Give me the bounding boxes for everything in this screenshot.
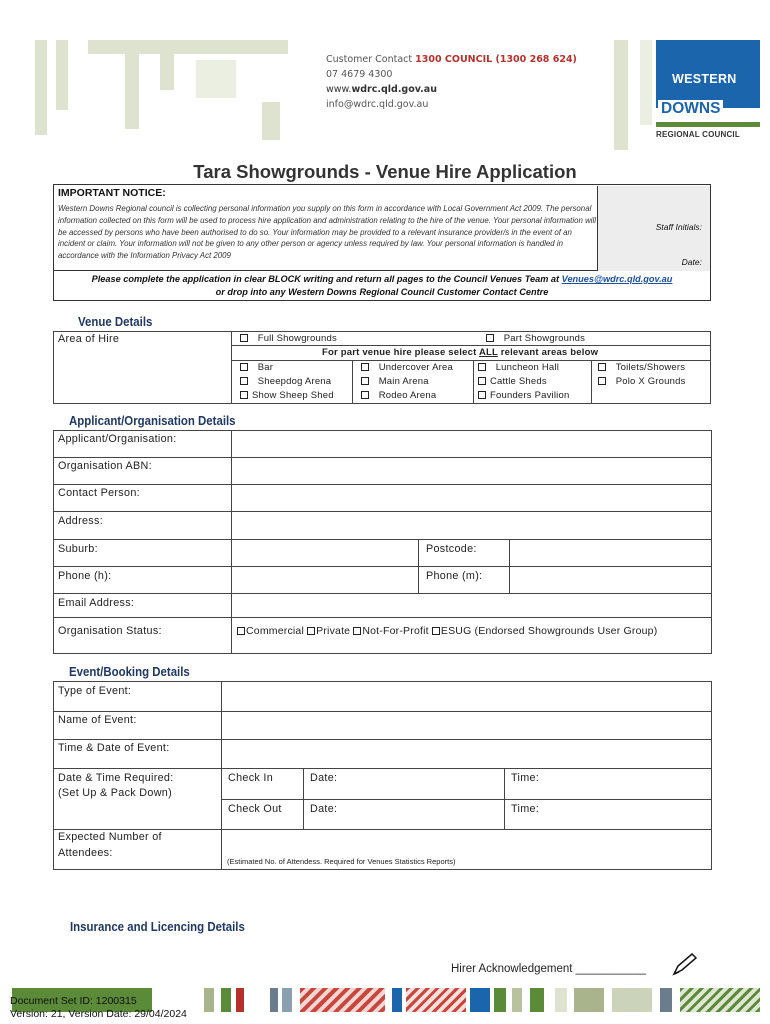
status-commercial[interactable] [237, 625, 304, 637]
area-show-sheep[interactable] [240, 390, 334, 401]
option-label: Sheepdog Arena [257, 376, 332, 387]
divider [303, 768, 304, 829]
full-showgrounds-option[interactable] [240, 333, 337, 344]
phone-number: 07 4679 4300 [326, 69, 393, 80]
checkbox[interactable] [361, 391, 369, 399]
area-luncheon[interactable] [478, 362, 559, 373]
council-logo [656, 40, 760, 142]
divider [53, 617, 712, 618]
event-name-label: Name of Event: [58, 714, 137, 726]
checkbox[interactable] [598, 363, 606, 371]
area-undercover[interactable] [361, 362, 453, 373]
logo-western: WESTERN [672, 72, 737, 86]
note-text: relevant areas below [500, 347, 599, 358]
notice-body: Western Downs Regional council is collecting personal information you supply on this form in accordance with Local Government Act 2009. The personal information collected on this form will be used to process hire application and administration relating to the hire of the venue. Your personal information will be accessed by persons who have been authorised to do so. Your information may be provided to a relevant insurance provider/s in the event of an incident or claim. Your information will not be given to any other person or agency unless required by law. Your personal information is handled in accordance with the Information Privacy Act 2009 [58, 204, 597, 261]
logo-green-stripe [656, 122, 760, 127]
event-details-heading: Event/Booking Details [69, 664, 190, 679]
divider [231, 360, 711, 361]
divider [53, 768, 712, 769]
divider [53, 539, 712, 540]
note-text: For part venue hire please select [322, 347, 477, 358]
status-private[interactable] [307, 625, 350, 637]
option-label: Founders Pavilion [490, 390, 570, 401]
checkbox[interactable] [240, 334, 248, 342]
checkbox[interactable] [237, 627, 245, 635]
area-cattle[interactable] [478, 376, 547, 387]
divider [352, 360, 353, 404]
insurance-heading: Insurance and Licencing Details [70, 919, 245, 934]
website-domain: wdrc.qld.gov.au [351, 84, 437, 95]
checkbox[interactable] [432, 627, 440, 635]
divider [53, 484, 712, 485]
option-label: Full Showgrounds [257, 333, 337, 344]
area-rodeo[interactable] [361, 390, 436, 401]
contact-phone: 1300 COUNCIL (1300 268 624) [415, 54, 577, 65]
staff-use-box [597, 186, 710, 271]
option-label: Rodeo Arena [378, 390, 437, 401]
instruction-text-2: or drop into any Western Downs Regional Council Customer Contact Centre [215, 287, 549, 297]
address-label: Address: [58, 515, 104, 527]
contact-person-label: Contact Person: [58, 487, 140, 499]
organisation-label: Applicant/Organisation: [58, 433, 177, 445]
area-of-hire-label: Area of Hire [58, 333, 120, 345]
status-nfp[interactable] [353, 625, 428, 637]
attendees-label: Expected Number of [58, 831, 162, 843]
email-label: Email Address: [58, 597, 135, 609]
divider [221, 799, 712, 800]
check-in-date-label: Date: [310, 772, 338, 784]
checkbox[interactable] [307, 627, 315, 635]
divider [53, 566, 712, 567]
staff-date-label: Date: [681, 257, 702, 267]
check-in-label: Check In [228, 772, 274, 784]
checkbox[interactable] [598, 377, 606, 385]
instruction-text: Please complete the application in clear BLOCK writing and return all pages to the Council Venues Team at [91, 274, 560, 284]
check-out-label: Check Out [228, 803, 282, 815]
version-info: Version: 21, Version Date: 29/04/2024 [10, 1008, 187, 1020]
option-label: Main Arena [378, 376, 429, 387]
logo-regional-council: REGIONAL COUNCIL [656, 130, 740, 139]
attendees-sub-label: Attendees: [58, 847, 113, 859]
divider [504, 768, 505, 829]
contact-label: Customer Contact [326, 54, 413, 65]
checkbox[interactable] [478, 391, 486, 399]
area-founders[interactable] [478, 390, 569, 401]
website-prefix: www. [326, 84, 352, 95]
option-label: Bar [257, 362, 274, 373]
divider [509, 539, 510, 593]
divider [53, 593, 712, 594]
option-label: Show Sheep Shed [252, 390, 334, 401]
notice-heading: IMPORTANT NOTICE: [58, 187, 166, 199]
divider [231, 617, 232, 654]
check-out-date-label: Date: [310, 803, 338, 815]
checkbox[interactable] [361, 377, 369, 385]
postcode-label: Postcode: [426, 543, 477, 555]
checkbox[interactable] [240, 363, 248, 371]
checkbox[interactable] [240, 377, 248, 385]
option-label: Part Showgrounds [503, 333, 586, 344]
required-label: Date & Time Required: [58, 772, 174, 784]
check-out-time-label: Time: [511, 803, 540, 815]
staff-initials-label: Staff Initials: [655, 222, 702, 232]
required-sub-label: (Set Up & Pack Down) [58, 787, 173, 799]
applicant-details-heading: Applicant/Organisation Details [69, 413, 236, 428]
submission-instructions [53, 271, 711, 301]
venue-details-heading: Venue Details [78, 314, 153, 329]
option-label: Private [316, 625, 351, 637]
option-label: Toilets/Showers [615, 362, 686, 373]
divider [53, 829, 712, 830]
suburb-label: Suburb: [58, 543, 98, 555]
checkbox[interactable] [353, 627, 361, 635]
divider [221, 681, 222, 870]
pen-icon [670, 952, 698, 978]
document-set-id: Document Set ID: 1200315 [10, 995, 137, 1007]
option-label: Polo X Grounds [615, 376, 686, 387]
area-bar[interactable] [240, 362, 273, 373]
option-label: Cattle Sheds [490, 376, 547, 387]
hirer-acknowledgement: Hirer Acknowledgement ___________ [451, 963, 646, 975]
area-main[interactable] [361, 376, 429, 387]
note-all: ALL [478, 347, 498, 358]
contact-email: info@wdrc.qld.gov.au [326, 99, 429, 110]
divider [53, 711, 712, 712]
checkbox[interactable] [478, 377, 486, 385]
option-label: Luncheon Hall [495, 362, 560, 373]
option-label: ESUG (Endorsed Showgrounds User Group) [440, 625, 658, 637]
area-polo[interactable] [598, 376, 686, 387]
divider [418, 539, 419, 593]
divider [53, 457, 712, 458]
status-esug[interactable] [432, 625, 658, 637]
option-label: Not-For-Profit [362, 625, 429, 637]
divider [53, 739, 712, 740]
area-sheepdog[interactable] [240, 376, 331, 387]
divider [231, 345, 711, 346]
status-options [237, 625, 657, 637]
option-label: Commercial [246, 625, 305, 637]
divider [473, 360, 474, 404]
checkbox[interactable] [240, 391, 248, 399]
status-label: Organisation Status: [58, 625, 162, 637]
check-in-time-label: Time: [511, 772, 540, 784]
divider [231, 430, 232, 617]
area-toilets[interactable] [598, 362, 685, 373]
venues-email-link[interactable]: Venues@wdrc.qld.gov.au [561, 274, 673, 284]
phone-h-label: Phone (h): [58, 570, 112, 582]
event-type-label: Type of Event: [58, 685, 132, 697]
option-label: Undercover Area [378, 362, 453, 373]
logo-downs: DOWNS [658, 100, 723, 118]
checkbox[interactable] [361, 363, 369, 371]
page-title: Tara Showgrounds - Venue Hire Application [193, 161, 577, 182]
checkbox[interactable] [486, 334, 494, 342]
divider [591, 360, 592, 404]
attendees-note: (Estimated No. of Attendess. Required for Venues Statistics Reports) [227, 857, 456, 866]
document-id-block [10, 995, 187, 1021]
part-showgrounds-option[interactable] [486, 333, 585, 344]
event-time-date-label: Time & Date of Event: [58, 742, 170, 754]
contact-block [326, 52, 577, 112]
divider [53, 511, 712, 512]
phone-m-label: Phone (m): [426, 570, 483, 582]
abn-label: Organisation ABN: [58, 460, 152, 472]
checkbox[interactable] [478, 363, 486, 371]
part-hire-note [322, 347, 598, 358]
